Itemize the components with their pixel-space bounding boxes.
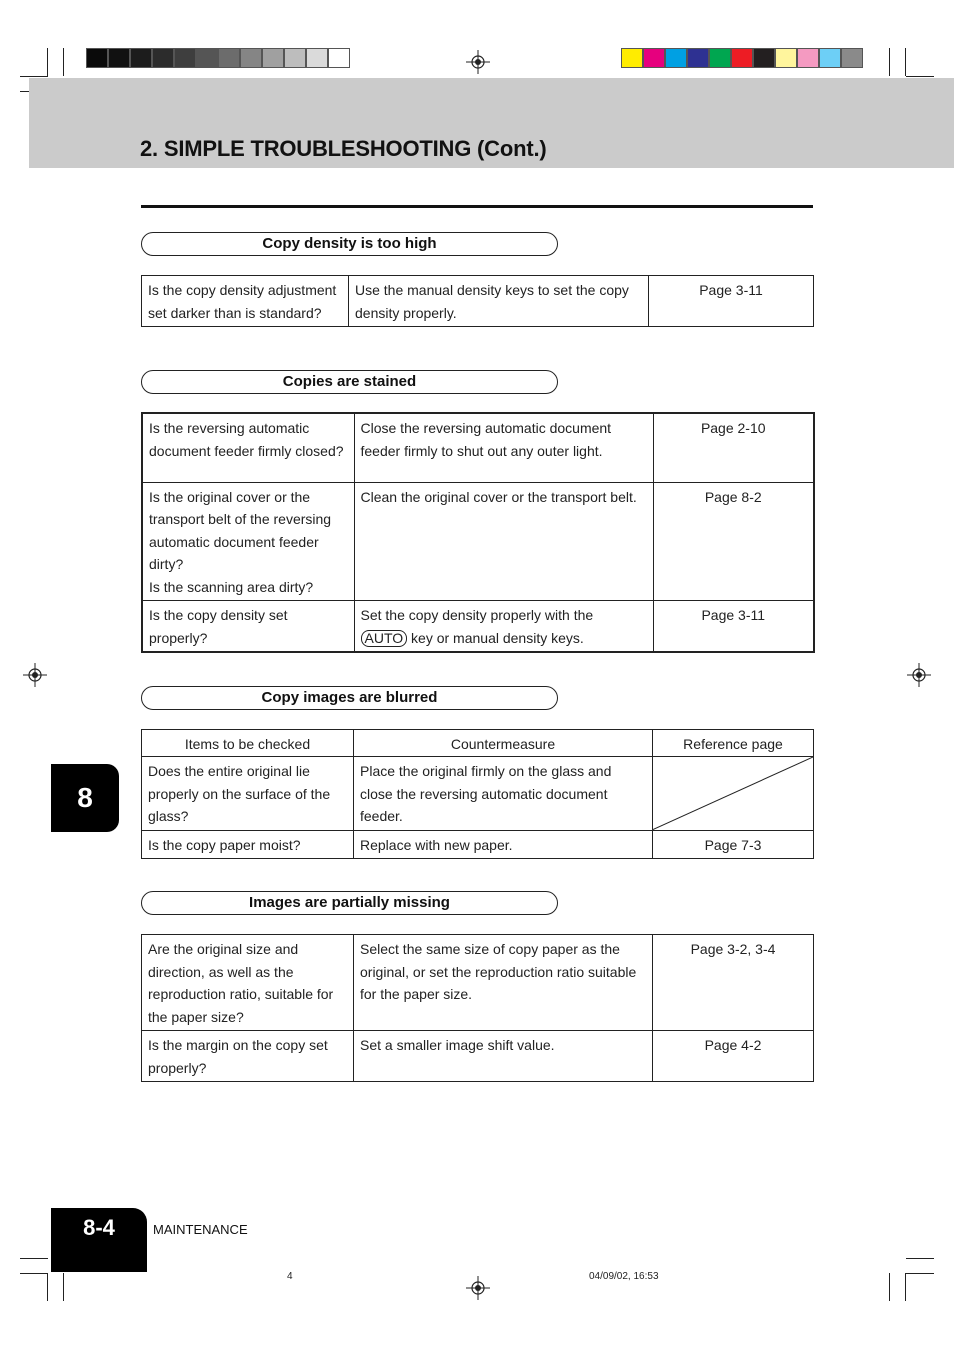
table-row (142, 935, 814, 1031)
section-heading: Copies are stained (141, 370, 558, 394)
auto-key-label: AUTO (361, 630, 408, 647)
registration-mark-icon (23, 663, 47, 687)
footer-section-label: MAINTENANCE (153, 1222, 248, 1237)
page-title: 2. SIMPLE TROUBLESHOOTING (Cont.) (140, 136, 547, 161)
color-swatch (130, 48, 152, 68)
reference-cell: Page 8-2 (653, 482, 814, 601)
color-swatch (841, 48, 863, 68)
measure-cell: Close the reversing automatic document feeder firmly to shut out any outer light. (354, 413, 653, 482)
title-rule (141, 205, 813, 208)
chapter-tab: 8 (51, 764, 119, 832)
color-swatch (709, 48, 731, 68)
crop-mark (47, 48, 48, 76)
reference-cell: Page 3-11 (649, 276, 814, 327)
crop-mark (889, 48, 890, 76)
check-cell: Is the copy density adjustment set darker than is standard? (142, 276, 349, 327)
crop-mark (20, 76, 48, 77)
registration-mark-icon (466, 50, 490, 74)
no-reference-cell (653, 757, 814, 831)
table-row (142, 276, 814, 327)
crop-mark (20, 1258, 48, 1259)
color-swatch (86, 48, 108, 68)
registration-mark-icon (907, 663, 931, 687)
crop-mark (889, 1273, 890, 1301)
print-timestamp: 04/09/02, 16:53 (589, 1271, 659, 1282)
crop-mark (905, 1273, 906, 1301)
crop-mark (906, 1258, 934, 1259)
color-swatch (152, 48, 174, 68)
color-swatch (262, 48, 284, 68)
measure-cell: Use the manual density keys to set the copy density properly. (349, 276, 649, 327)
color-swatch (819, 48, 841, 68)
column-header: Countermeasure (354, 730, 653, 757)
table-row (142, 601, 814, 653)
table-row (142, 830, 814, 859)
troubleshooting-table (141, 275, 814, 327)
diagonal-slash (653, 757, 813, 830)
check-cell: Is the copy paper moist? (142, 830, 354, 859)
troubleshooting-table (141, 412, 815, 653)
measure-cell: Replace with new paper. (354, 830, 653, 859)
gray-color-bar (86, 48, 350, 68)
troubleshooting-table (141, 729, 814, 859)
color-swatch (240, 48, 262, 68)
table-header-row (142, 730, 814, 757)
crop-mark (906, 1273, 934, 1274)
table-row (142, 1031, 814, 1082)
color-swatch (284, 48, 306, 68)
check-cell: Is the copy density set properly? (142, 601, 354, 653)
page-number: 8-4 (51, 1208, 147, 1272)
measure-cell: Set a smaller image shift value. (354, 1031, 653, 1082)
section-heading: Copy density is too high (141, 232, 558, 256)
crop-mark (47, 1273, 48, 1301)
color-swatch (306, 48, 328, 68)
check-cell: Are the original size and direction, as well as the reproduction ratio, suitable for the paper size? (142, 935, 354, 1031)
column-header: Items to be checked (142, 730, 354, 757)
table-row (142, 413, 814, 482)
reference-cell: Page 7-3 (653, 830, 814, 859)
color-swatch (643, 48, 665, 68)
crop-mark (906, 76, 934, 77)
troubleshooting-table (141, 934, 814, 1082)
measure-cell: Select the same size of copy paper as the original, or set the reproduction ratio suitable for the paper size. (354, 935, 653, 1031)
crop-mark (20, 1273, 48, 1274)
table-row (142, 757, 814, 831)
measure-cell: Clean the original cover or the transport belt. (354, 482, 653, 601)
check-cell: Is the reversing automatic document feeder firmly closed? (142, 413, 354, 482)
color-bar (621, 48, 863, 68)
color-swatch (665, 48, 687, 68)
color-swatch (621, 48, 643, 68)
reference-cell: Page 4-2 (653, 1031, 814, 1082)
check-cell: Does the entire original lie properly on the surface of the glass? (142, 757, 354, 831)
color-swatch (687, 48, 709, 68)
column-header: Reference page (653, 730, 814, 757)
reference-cell: Page 2-10 (653, 413, 814, 482)
crop-mark (63, 48, 64, 76)
table-row (142, 482, 814, 601)
reference-cell: Page 3-2, 3-4 (653, 935, 814, 1031)
check-cell (142, 482, 354, 601)
crop-mark (905, 48, 906, 76)
measure-cell (354, 601, 653, 653)
color-swatch (797, 48, 819, 68)
measure-text: key or manual density keys. (411, 629, 584, 646)
measure-text: Set the copy density properly with the (360, 607, 594, 623)
color-swatch (328, 48, 350, 68)
print-page-number: 4 (287, 1271, 293, 1282)
crop-mark (63, 1273, 64, 1301)
color-swatch (731, 48, 753, 68)
section-heading: Copy images are blurred (141, 686, 558, 710)
reference-cell: Page 3-11 (653, 601, 814, 653)
registration-mark-icon (466, 1276, 490, 1300)
color-swatch (218, 48, 240, 68)
check-cell: Is the margin on the copy set properly? (142, 1031, 354, 1082)
check-text: Is the original cover or the transport belt of the reversing automatic document feeder dirty? (149, 488, 332, 572)
color-swatch (174, 48, 196, 68)
section-heading: Images are partially missing (141, 891, 558, 915)
measure-cell: Place the original firmly on the glass and close the reversing automatic document feeder. (354, 757, 653, 831)
color-swatch (775, 48, 797, 68)
color-swatch (753, 48, 775, 68)
color-swatch (196, 48, 218, 68)
color-swatch (108, 48, 130, 68)
check-text: Is the scanning area dirty? (149, 578, 314, 595)
